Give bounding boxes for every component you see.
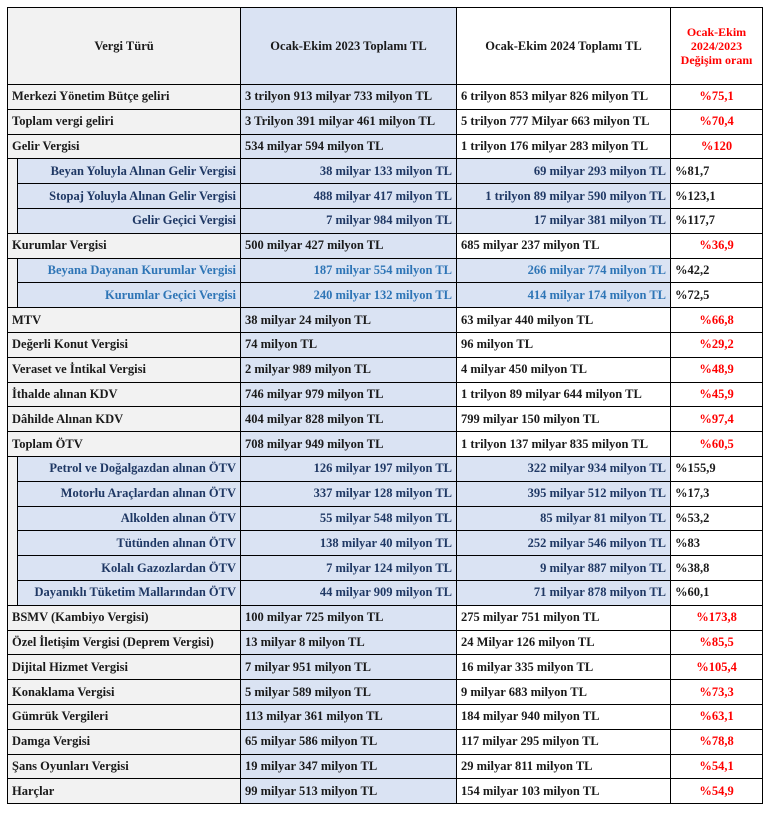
indent-cell — [8, 159, 18, 233]
table-row — [8, 655, 763, 680]
table-subrow — [8, 159, 763, 184]
value-2023: 19 milyar 347 milyon TL — [241, 754, 457, 779]
value-2023: 100 milyar 725 milyon TL — [241, 605, 457, 630]
table-subrow — [8, 283, 763, 308]
tax-name: Veraset ve İntikal Vergisi — [8, 357, 241, 382]
change-rate: %53,2 — [671, 506, 763, 531]
value-2024: 63 milyar 440 milyon TL — [457, 308, 671, 333]
table-subrow — [8, 506, 763, 531]
tax-name: Kurumlar Geçici Vergisi — [18, 283, 241, 308]
value-2023: 3 Trilyon 391 milyar 461 milyon TL — [241, 109, 457, 134]
table-subrow — [8, 556, 763, 581]
change-rate: %60,1 — [671, 580, 763, 605]
change-rate: %85,5 — [671, 630, 763, 655]
table-subrow — [8, 481, 763, 506]
value-2024: 6 trilyon 853 milyar 826 milyon TL — [457, 85, 671, 110]
change-rate: %97,4 — [671, 407, 763, 432]
table-subrow — [8, 208, 763, 233]
change-rate: %36,9 — [671, 233, 763, 258]
table-subrow — [8, 258, 763, 283]
value-2024: 29 milyar 811 milyon TL — [457, 754, 671, 779]
table-row — [8, 630, 763, 655]
table-row — [8, 382, 763, 407]
table-row — [8, 432, 763, 457]
change-rate: %45,9 — [671, 382, 763, 407]
value-2023: 2 milyar 989 milyon TL — [241, 357, 457, 382]
header-change-line1: Ocak-Ekim — [686, 25, 747, 39]
value-2024: 184 milyar 940 milyon TL — [457, 704, 671, 729]
tax-name: Konaklama Vergisi — [8, 680, 241, 705]
tax-name: BSMV (Kambiyo Vergisi) — [8, 605, 241, 630]
tax-name: Tütünden alınan ÖTV — [18, 531, 241, 556]
value-2023: 500 milyar 427 milyon TL — [241, 233, 457, 258]
change-rate: %42,2 — [671, 258, 763, 283]
change-rate: %83 — [671, 531, 763, 556]
table-row — [8, 357, 763, 382]
change-rate: %173,8 — [671, 605, 763, 630]
tax-name: Motorlu Araçlardan alınan ÖTV — [18, 481, 241, 506]
table-subrow — [8, 580, 763, 605]
table-row — [8, 233, 763, 258]
table-row — [8, 754, 763, 779]
table-row — [8, 729, 763, 754]
tax-name: Kolalı Gazozlardan ÖTV — [18, 556, 241, 581]
value-2024: 17 milyar 381 milyon TL — [457, 208, 671, 233]
value-2023: 55 milyar 548 milyon TL — [241, 506, 457, 531]
value-2024: 4 milyar 450 milyon TL — [457, 357, 671, 382]
value-2023: 44 milyar 909 milyon TL — [241, 580, 457, 605]
tax-name: Dâhilde Alınan KDV — [8, 407, 241, 432]
tax-name: Beyan Yoluyla Alınan Gelir Vergisi — [18, 159, 241, 184]
header-row — [8, 8, 763, 85]
value-2023: 7 milyar 124 milyon TL — [241, 556, 457, 581]
table-row — [8, 332, 763, 357]
value-2023: 746 milyar 979 milyon TL — [241, 382, 457, 407]
value-2023: 337 milyar 128 milyon TL — [241, 481, 457, 506]
tax-name: Gümrük Vergileri — [8, 704, 241, 729]
table-row — [8, 704, 763, 729]
tax-name: Değerli Konut Vergisi — [8, 332, 241, 357]
value-2023: 7 milyar 951 milyon TL — [241, 655, 457, 680]
table-subrow — [8, 456, 763, 481]
table-row — [8, 109, 763, 134]
tax-name: Stopaj Yoluyla Alınan Gelir Vergisi — [18, 184, 241, 209]
table-row — [8, 779, 763, 804]
change-rate: %123,1 — [671, 184, 763, 209]
value-2024: 5 trilyon 777 Milyar 663 milyon TL — [457, 109, 671, 134]
tax-revenue-table-container — [7, 7, 763, 804]
change-rate: %75,1 — [671, 85, 763, 110]
tax-name: İthalde alınan KDV — [8, 382, 241, 407]
tax-name: MTV — [8, 308, 241, 333]
tax-name: Gelir Geçici Vergisi — [18, 208, 241, 233]
value-2024: 395 milyar 512 milyon TL — [457, 481, 671, 506]
value-2024: 1 trilyon 89 milyar 590 milyon TL — [457, 184, 671, 209]
value-2023: 5 milyar 589 milyon TL — [241, 680, 457, 705]
value-2023: 534 milyar 594 milyon TL — [241, 134, 457, 159]
tax-name: Şans Oyunları Vergisi — [8, 754, 241, 779]
table-row — [8, 680, 763, 705]
value-2024: 322 milyar 934 milyon TL — [457, 456, 671, 481]
change-rate: %155,9 — [671, 456, 763, 481]
change-rate: %29,2 — [671, 332, 763, 357]
tax-revenue-table — [7, 7, 763, 804]
tax-name: Dijital Hizmet Vergisi — [8, 655, 241, 680]
tax-name: Harçlar — [8, 779, 241, 804]
value-2024: 275 milyar 751 milyon TL — [457, 605, 671, 630]
value-2024: 252 milyar 546 milyon TL — [457, 531, 671, 556]
value-2024: 9 milyar 683 milyon TL — [457, 680, 671, 705]
change-rate: %105,4 — [671, 655, 763, 680]
value-2024: 85 milyar 81 milyon TL — [457, 506, 671, 531]
value-2023: 404 milyar 828 milyon TL — [241, 407, 457, 432]
value-2024: 24 Milyar 126 milyon TL — [457, 630, 671, 655]
value-2024: 9 milyar 887 milyon TL — [457, 556, 671, 581]
value-2024: 96 milyon TL — [457, 332, 671, 357]
change-rate: %66,8 — [671, 308, 763, 333]
value-2024: 1 trilyon 176 milyar 283 milyon TL — [457, 134, 671, 159]
indent-cell — [8, 258, 18, 308]
header-change-line2: 2024/2023 — [690, 39, 743, 53]
table-subrow — [8, 184, 763, 209]
value-2023: 7 milyar 984 milyon TL — [241, 208, 457, 233]
table-row — [8, 308, 763, 333]
tax-name: Beyana Dayanan Kurumlar Vergisi — [18, 258, 241, 283]
tax-name: Toplam ÖTV — [8, 432, 241, 457]
change-rate: %70,4 — [671, 109, 763, 134]
change-rate: %117,7 — [671, 208, 763, 233]
indent-cell — [8, 456, 18, 605]
change-rate: %54,9 — [671, 779, 763, 804]
value-2024: 1 trilyon 89 milyar 644 milyon TL — [457, 382, 671, 407]
value-2024: 1 trilyon 137 milyar 835 milyon TL — [457, 432, 671, 457]
value-2024: 16 milyar 335 milyon TL — [457, 655, 671, 680]
tax-name: Damga Vergisi — [8, 729, 241, 754]
value-2024: 71 milyar 878 milyon TL — [457, 580, 671, 605]
header-tax-type: Vergi Türü — [8, 8, 241, 85]
change-rate: %60,5 — [671, 432, 763, 457]
change-rate: %17,3 — [671, 481, 763, 506]
change-rate: %63,1 — [671, 704, 763, 729]
value-2023: 3 trilyon 913 milyar 733 milyon TL — [241, 85, 457, 110]
header-change-rate — [671, 8, 763, 85]
value-2023: 126 milyar 197 milyon TL — [241, 456, 457, 481]
value-2024: 69 milyar 293 milyon TL — [457, 159, 671, 184]
value-2023: 99 milyar 513 milyon TL — [241, 779, 457, 804]
tax-name: Özel İletişim Vergisi (Deprem Vergisi) — [8, 630, 241, 655]
change-rate: %120 — [671, 134, 763, 159]
change-rate: %54,1 — [671, 754, 763, 779]
value-2023: 74 milyon TL — [241, 332, 457, 357]
tax-name: Merkezi Yönetim Bütçe geliri — [8, 85, 241, 110]
tax-name: Alkolden alınan ÖTV — [18, 506, 241, 531]
value-2023: 13 milyar 8 milyon TL — [241, 630, 457, 655]
change-rate: %48,9 — [671, 357, 763, 382]
value-2023: 187 milyar 554 milyon TL — [241, 258, 457, 283]
table-row — [8, 605, 763, 630]
tax-name: Petrol ve Doğalgazdan alınan ÖTV — [18, 456, 241, 481]
value-2023: 113 milyar 361 milyon TL — [241, 704, 457, 729]
value-2023: 488 milyar 417 milyon TL — [241, 184, 457, 209]
change-rate: %38,8 — [671, 556, 763, 581]
table-subrow — [8, 531, 763, 556]
value-2023: 65 milyar 586 milyon TL — [241, 729, 457, 754]
change-rate: %73,3 — [671, 680, 763, 705]
value-2023: 708 milyar 949 milyon TL — [241, 432, 457, 457]
value-2023: 38 milyar 24 milyon TL — [241, 308, 457, 333]
value-2023: 240 milyar 132 milyon TL — [241, 283, 457, 308]
value-2024: 685 milyar 237 milyon TL — [457, 233, 671, 258]
value-2024: 117 milyar 295 milyon TL — [457, 729, 671, 754]
tax-name: Toplam vergi geliri — [8, 109, 241, 134]
table-row — [8, 407, 763, 432]
value-2024: 799 milyar 150 milyon TL — [457, 407, 671, 432]
tax-name: Gelir Vergisi — [8, 134, 241, 159]
change-rate: %78,8 — [671, 729, 763, 754]
change-rate: %72,5 — [671, 283, 763, 308]
table-row — [8, 134, 763, 159]
value-2024: 266 milyar 774 milyon TL — [457, 258, 671, 283]
tax-name: Dayanıklı Tüketim Mallarından ÖTV — [18, 580, 241, 605]
value-2023: 138 milyar 40 milyon TL — [241, 531, 457, 556]
value-2024: 414 milyar 174 milyon TL — [457, 283, 671, 308]
tax-name: Kurumlar Vergisi — [8, 233, 241, 258]
header-change-line3: Değişim oranı — [680, 53, 753, 67]
header-2024-total: Ocak-Ekim 2024 Toplamı TL — [457, 8, 671, 85]
value-2023: 38 milyar 133 milyon TL — [241, 159, 457, 184]
table-row — [8, 85, 763, 110]
header-2023-total: Ocak-Ekim 2023 Toplamı TL — [241, 8, 457, 85]
change-rate: %81,7 — [671, 159, 763, 184]
value-2024: 154 milyar 103 milyon TL — [457, 779, 671, 804]
